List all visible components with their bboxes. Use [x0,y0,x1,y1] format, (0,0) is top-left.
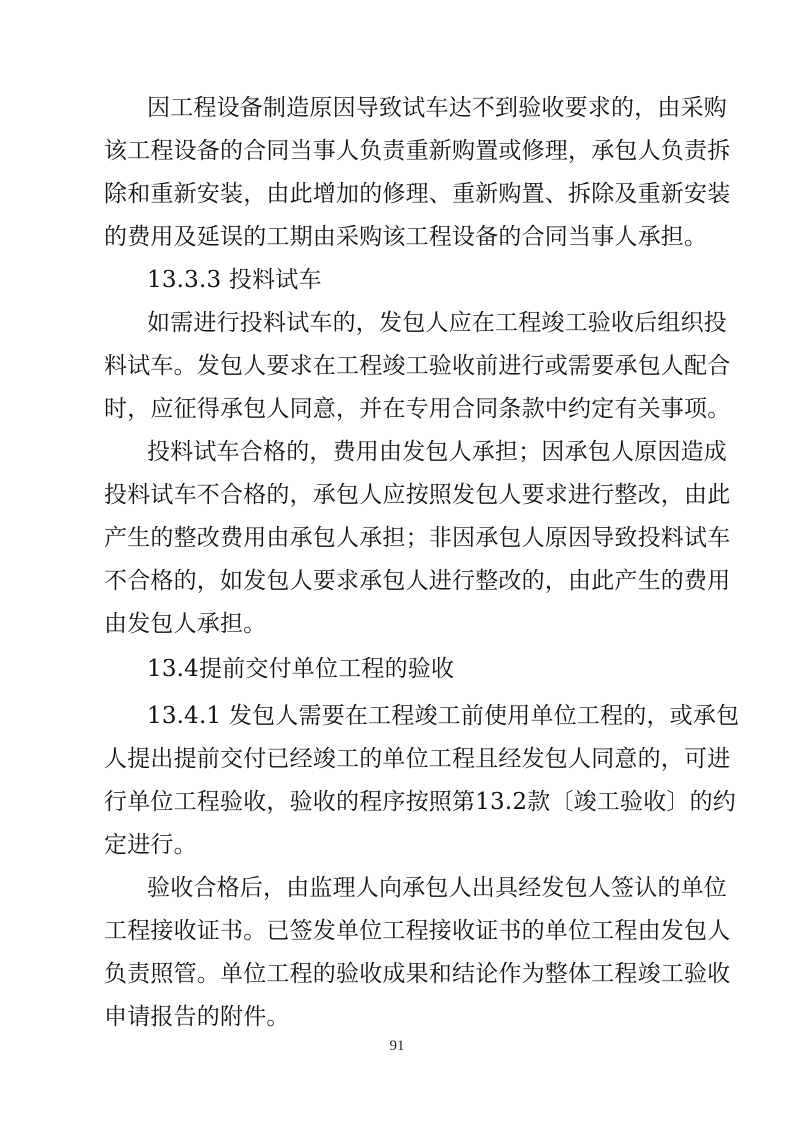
text-line: 投料试车不合格的，承包人应按照发包人要求进行整改，由此 [104,482,731,508]
text-line: 产生的整改费用由承包人承担；非因承包人原因导致投料试车 [104,525,731,551]
text-line: 人提出提前交付已经竣工的单位工程且经发包人同意的，可进 [104,746,731,772]
text-line: 料试车。发包人要求在工程竣工验收前进行或需要承包人配合 [104,353,731,379]
text-line: 时，应征得承包人同意，并在专用合同条款中约定有关事项。 [104,396,731,422]
text-line: 定进行。 [104,832,197,858]
page-number: 91 [389,1038,405,1054]
text-line: 行单位工程验收，验收的程序按照第13.2款〔竣工验收〕的约 [104,789,737,815]
text-line: 的费用及延误的工期由采购该工程设备的合同当事人承担。 [104,224,708,250]
text-line: 投料试车合格的，费用由发包人承担；因承包人原因造成 [147,439,727,465]
text-line: 不合格的，如发包人要求承包人进行整改的，由此产生的费用 [104,568,731,594]
text-line: 如需进行投料试车的，发包人应在工程竣工验收后组织投 [147,310,727,336]
text-line: 13.4.1 发包人需要在工程竣工前使用单位工程的，或承包 [147,703,740,729]
section-heading: 13.3.3 投料试车 [147,267,322,293]
text-line: 工程接收证书。已签发单位工程接收证书的单位工程由发包人 [104,918,731,944]
text-line: 因工程设备制造原因导致试车达不到验收要求的，由采购 [147,95,727,121]
text-line: 申请报告的附件。 [104,1004,290,1030]
text-line: 由发包人承担。 [104,611,267,637]
text-line: 负责照管。单位工程的验收成果和结论作为整体工程竣工验收 [104,961,731,987]
text-line: 除和重新安装，由此增加的修理、重新购置、拆除及重新安装 [104,181,731,207]
section-heading: 13.4提前交付单位工程的验收 [147,656,455,682]
text-line: 验收合格后，由监理人向承包人出具经发包人签认的单位 [147,875,727,901]
text-line: 该工程设备的合同当事人负责重新购置或修理，承包人负责拆 [104,138,731,164]
